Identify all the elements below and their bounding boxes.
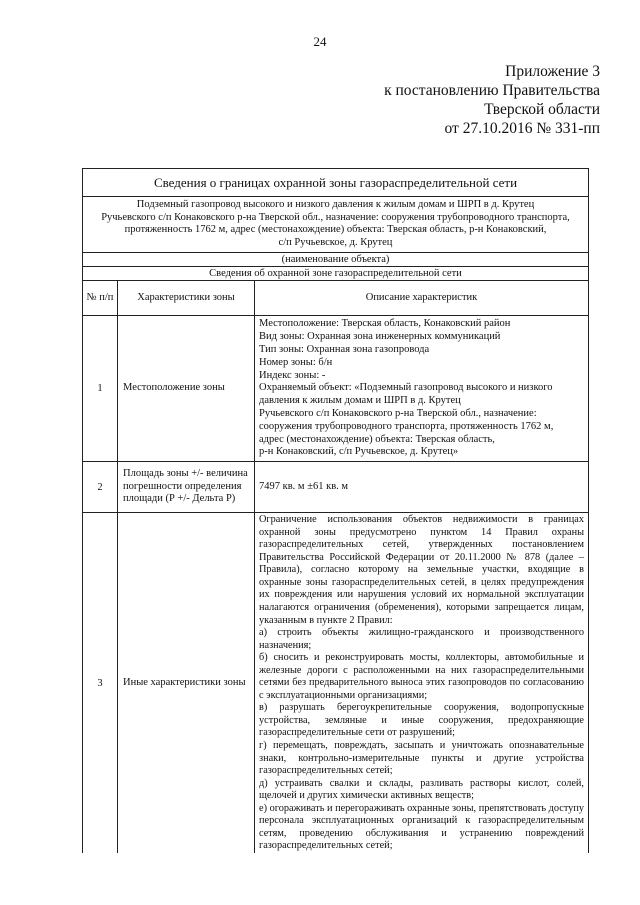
description-line: Местоположение: Тверская область, Конаковский район	[259, 318, 511, 330]
description-line: Охраняемый объект: «Подземный газопровод высокого и низкого	[259, 382, 553, 394]
appendix-line-4: от 27.10.2016 № 331-пп	[444, 120, 600, 137]
header-description: Описание характеристик	[255, 281, 589, 316]
restriction-item: а) строить объекты жилищно-гражданского и производственного назначения;	[259, 627, 584, 651]
description-line: р-н Конаковский, с/п Ручьевское, д. Крутец»	[259, 446, 459, 458]
restriction-item: д) устраивать свалки и склады, разливать растворы кислот, солей, щелочей и других химически активных веществ;	[259, 777, 584, 802]
table-row	[83, 316, 589, 462]
row-number: 1	[83, 316, 118, 462]
description-line: Вид зоны: Охранная зона инженерных коммуникаций	[259, 331, 501, 343]
table-row	[83, 462, 589, 513]
restriction-item: б) сносить и реконструировать мосты, коллекторы, автомобильные и железные дороги с расположенными на них газораспределительными сетями без предварительного выноса этих газопроводов по согласованию с эксплуатационными организациями;	[259, 652, 584, 701]
page-number: 24	[313, 34, 327, 49]
restriction-item: е) огораживать и перегораживать охранные зоны, препятствовать доступу персонала эксплуатационных организаций к газораспределительным сетям, проведению обслуживания и устранению повреждений газораспределительных сетей;	[259, 802, 584, 852]
row-characteristic: Местоположение зоны	[118, 316, 255, 462]
restriction-item: г) перемещать, повреждать, засыпать и уничтожать опознавательные знаки, контрольно-измерительные пункты и другие устройства газораспределительных сетей;	[259, 739, 584, 777]
row-description: 7497 кв. м ±61 кв. м	[255, 462, 589, 513]
protection-zone-table	[82, 168, 589, 853]
row-characteristic: Площадь зоны +/- величина погрешности определения площади (Р +/- Дельта Р)	[118, 462, 255, 513]
description-line: Индекс зоны: -	[259, 369, 326, 381]
description-line: Ручьевского с/п Конаковского р-на Тверской обл., назначение:	[259, 407, 537, 419]
object-line: Подземный газопровод высокого и низкого давления к жилым домам и ШРП в д. Крутец	[136, 199, 535, 210]
object-line: протяженность 1762 м, адрес (местонахождение) объекта: Тверская область, р-н Конаковский,	[124, 224, 547, 236]
appendix-line-2: к постановлению Правительства	[384, 82, 600, 99]
appendix-line-1: Приложение 3	[505, 63, 600, 80]
table-row	[83, 513, 589, 853]
appendix-header	[300, 62, 600, 138]
object-description	[83, 197, 589, 253]
object-name-label: (наименование объекта)	[83, 253, 589, 267]
description-line: Тип зоны: Охранная зона газопровода	[259, 343, 430, 355]
restriction-paragraph: Ограничение использования объектов недвижимости в границах охранной зоны предусмотрено пунктом 14 Правил охраны газораспределительных сетей, утвержденных постановлением Правительства Российской Федерации от 20.11.2000 № 878 (далее – Правила), согласно которому на земельные участки, входящие в охранные зоны газораспределительных сетей, в целях предупреждения их повреждения или нарушения условий их нормальной эксплуатации налагаются ограничения (обременения), которыми запрещается лицам, указанным в пункте 2 Правил:	[259, 514, 584, 626]
description-line: давления к жилым домам и ШРП в д. Крутец	[259, 395, 461, 407]
row-description	[255, 316, 589, 462]
object-line: Ручьевского с/п Конаковского р-на Тверской обл., назначение: сооружения трубопроводного транспорта,	[101, 211, 570, 223]
header-num: № п/п	[83, 281, 118, 316]
section-title: Сведения об охранной зоне газораспределительной сети	[83, 267, 589, 281]
description-line: адрес (местонахождение) объекта: Тверская область,	[259, 433, 495, 445]
row-description	[255, 513, 589, 853]
restriction-item: в) разрушать берегоукрепительные сооружения, водопропускные устройства, земляные и иные сооружения, предохраняющие газораспределительные сети от разрушений;	[259, 702, 584, 739]
header-characteristics: Характеристики зоны	[118, 281, 255, 316]
object-line: с/п Ручьевское, д. Крутец	[278, 236, 393, 248]
row-number: 2	[83, 462, 118, 513]
appendix-line-3: Тверской области	[484, 101, 600, 118]
table-title: Сведения о границах охранной зоны газораспределительной сети	[83, 169, 589, 197]
description-line: Номер зоны: б/н	[259, 356, 333, 368]
row-number: 3	[83, 513, 118, 853]
row-characteristic: Иные характеристики зоны	[118, 513, 255, 853]
description-line: сооружения трубопроводного транспорта, протяженность 1762 м,	[259, 420, 554, 432]
